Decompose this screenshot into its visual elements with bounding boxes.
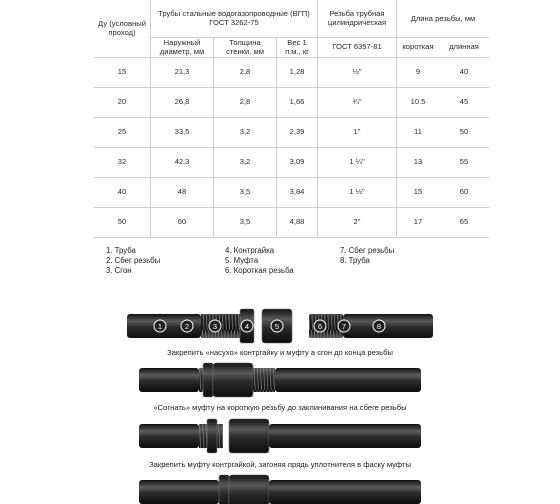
header-outer-diameter: Наружный диаметр, мм <box>151 37 214 57</box>
cell-wall: 3,5 <box>214 177 277 207</box>
marker-5 <box>271 320 283 332</box>
svg-text:7: 7 <box>341 322 347 331</box>
cell-wall: 2,8 <box>214 57 277 87</box>
marker-6 <box>314 320 326 332</box>
cell-od: 21,3 <box>151 57 214 87</box>
header-wall: Толщина стенки, мм <box>214 37 277 57</box>
assembly-step-1 <box>139 363 421 397</box>
header-weight: Вес 1 п.м., кг <box>277 37 318 57</box>
header-length-group: Длина резьбы, мм <box>397 0 490 37</box>
cell-long: 40 <box>439 57 489 87</box>
cell-wall: 3,2 <box>214 117 277 147</box>
cell-short: 9 <box>397 57 440 87</box>
cell-od: 33,5 <box>151 117 214 147</box>
cell-long: 45 <box>439 87 489 117</box>
cell-weight: 3,09 <box>277 147 318 177</box>
cell-du: 32 <box>94 147 151 177</box>
marker-3 <box>209 320 221 332</box>
legend-item: 4. Контргайка <box>225 246 275 255</box>
cell-long: 50 <box>439 117 489 147</box>
cell-long: 60 <box>439 177 489 207</box>
cell-wall: 3,2 <box>214 147 277 177</box>
marker-4 <box>241 320 253 332</box>
legend-item: 5. Муфта <box>225 256 259 265</box>
header-short: короткая <box>397 37 440 57</box>
marker-2 <box>181 320 193 332</box>
cell-od: 26,8 <box>151 87 214 117</box>
caption-step-2: «Согнать» муфту на короткую резьбу до заклинивания на сбеге резьбы <box>153 403 407 412</box>
cell-thread: 1" <box>318 117 397 147</box>
cell-short: 17 <box>397 207 440 237</box>
cell-weight: 3,84 <box>277 177 318 207</box>
cell-weight: 1,28 <box>277 57 318 87</box>
cell-du: 40 <box>94 177 151 207</box>
legend-item: 7. Сбег резьбы <box>340 246 395 255</box>
legend-item: 3. Сгон <box>106 266 132 275</box>
cell-short: 15 <box>397 177 440 207</box>
header-thread-gost: ГОСТ 6357-81 <box>318 37 397 57</box>
header-du: Ду (условный проход) <box>94 0 151 57</box>
header-thread-group: Резьба трубная цилиндрическая <box>318 0 397 37</box>
cell-short: 13 <box>397 147 440 177</box>
cell-short: 10.5 <box>397 87 440 117</box>
assembly-step-2 <box>139 419 421 453</box>
cell-thread: 2" <box>318 207 397 237</box>
header-long: длинная <box>439 37 489 57</box>
svg-text:6: 6 <box>317 322 323 331</box>
cell-wall: 2,8 <box>214 87 277 117</box>
header-pipe-group: Трубы стальные водогазопроводные (ВГП) ГОСТ 3262-75 <box>151 0 318 37</box>
cell-du: 50 <box>94 207 151 237</box>
svg-text:3: 3 <box>212 322 218 331</box>
cell-du: 25 <box>94 117 151 147</box>
cell-od: 42,3 <box>151 147 214 177</box>
marker-8 <box>373 320 385 332</box>
svg-text:8: 8 <box>376 322 382 331</box>
cell-thread: ½" <box>318 57 397 87</box>
svg-text:4: 4 <box>244 322 250 331</box>
marker-7 <box>338 320 350 332</box>
legend-item: 6. Короткая резьба <box>225 266 294 275</box>
svg-text:1: 1 <box>157 322 163 331</box>
legend-item: 1. Труба <box>106 246 136 255</box>
legend-item: 8. Труба <box>340 256 370 265</box>
cell-thread: ¾" <box>318 87 397 117</box>
pipe-right <box>343 314 433 338</box>
cell-thread: 1 ¼" <box>318 147 397 177</box>
cell-od: 48 <box>151 177 214 207</box>
caption-step-3: Закрепить муфту контргайкой, загоняя прядь уплотнителя в фаску муфты <box>149 460 411 469</box>
cell-long: 55 <box>439 147 489 177</box>
svg-text:2: 2 <box>184 322 190 331</box>
cell-long: 65 <box>439 207 489 237</box>
caption-step-1: Закрепить «насухо» контргайку и муфту а сгон до конца резьбы <box>167 348 393 357</box>
cell-wall: 3,5 <box>214 207 277 237</box>
cell-weight: 2,39 <box>277 117 318 147</box>
cell-thread: 1 ½" <box>318 177 397 207</box>
cell-od: 60 <box>151 207 214 237</box>
cell-du: 20 <box>94 87 151 117</box>
marker-1 <box>154 320 166 332</box>
cell-weight: 1,66 <box>277 87 318 117</box>
cell-du: 15 <box>94 57 151 87</box>
cell-weight: 4,88 <box>277 207 318 237</box>
assembly-step-3 <box>139 475 421 504</box>
svg-text:5: 5 <box>274 322 280 331</box>
legend-item: 2. Сбег резьбы <box>106 256 161 265</box>
cell-short: 11 <box>397 117 440 147</box>
